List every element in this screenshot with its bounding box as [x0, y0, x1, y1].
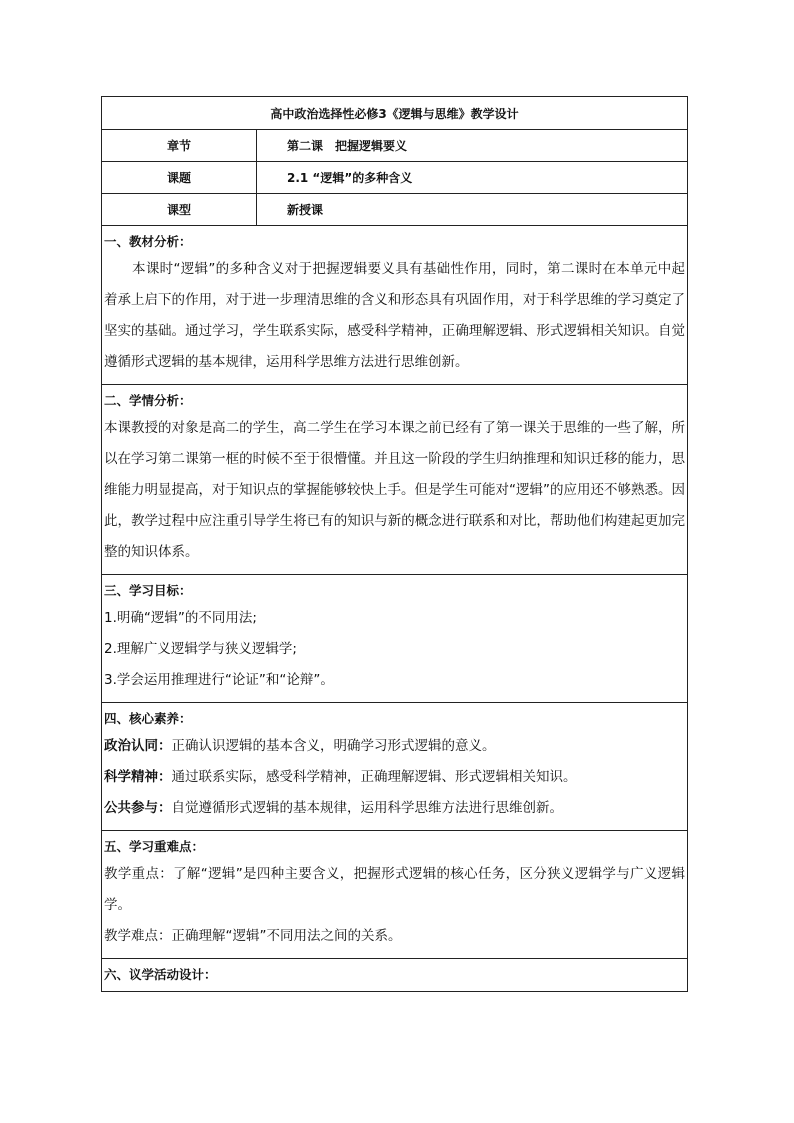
document-title: 高中政治选择性必修3《逻辑与思维》教学设计: [102, 97, 688, 130]
section-textbook-analysis: [102, 226, 688, 385]
key-point-text: 教学重点：了解“逻辑”是四种主要含义，把握形式逻辑的核心任务，区分狭义逻辑学与广义逻辑学。: [104, 866, 686, 913]
goal-item: 1.明确“逻辑”的不同用法;: [104, 610, 257, 626]
section-student-analysis: [102, 385, 688, 575]
info-row-topic: [102, 162, 688, 194]
info-row-chapter: [102, 130, 688, 162]
chapter-label: 章节: [102, 130, 257, 162]
lesson-type-label: 课型: [102, 194, 257, 226]
lesson-type-value: 新授课: [257, 194, 688, 226]
literacy-item: [104, 762, 685, 793]
section-heading: 四、核心素养：: [104, 711, 192, 726]
goal-item: 2.理解广义逻辑学与狭义逻辑学;: [104, 641, 297, 657]
section-heading: 二、学情分析：: [104, 393, 192, 408]
literacy-label: 政治认同：: [104, 738, 172, 754]
section-heading: 五、学习重难点：: [104, 839, 205, 854]
section-paragraph: 本课时“逻辑”的多种含义对于把握逻辑要义具有基础性作用，同时，第二课时在本单元中起着承上启下的作用，对于进一步理清思维的含义和形态具有巩固作用，对于科学思维的学习奠定了坚实的基础。通过学习，学生联系实际，感受科学精神，正确理解逻辑、形式逻辑相关知识。自觉遵循形式逻辑的基本规律，运用科学思维方法进行思维创新。: [104, 261, 686, 370]
section-heading: 一、教材分析：: [104, 234, 192, 249]
literacy-label: 公共参与：: [104, 800, 172, 816]
topic-label: 课题: [102, 162, 257, 194]
literacy-item: [104, 793, 685, 824]
info-row-lesson-type: [102, 194, 688, 226]
section-activity-design: [102, 959, 688, 992]
lesson-plan-table: [101, 96, 688, 992]
section-paragraph: 本课教授的对象是高二的学生，高二学生在学习本课之前已经有了第一课关于思维的一些了解，所以在学习第二课第一框的时候不至于很懵懂。并且这一阶段的学生归纳推理和知识迁移的能力，思维能力明显提高，对于知识点的掌握能够较快上手。但是学生可能对“逻辑”的应用还不够熟悉。因此，教学过程中应注重引导学生将已有的知识与新的概念进行联系和对比，帮助他们构建起更加完整的知识体系。: [104, 420, 686, 560]
section-learning-goals: [102, 575, 688, 703]
literacy-text: 正确认识逻辑的基本含义，明确学习形式逻辑的意义。: [171, 738, 496, 754]
difficult-point-text: 教学难点：正确理解“逻辑”不同用法之间的关系。: [104, 928, 402, 944]
literacy-label: 科学精神：: [104, 769, 172, 785]
topic-value: 2.1 “逻辑”的多种含义: [257, 162, 688, 194]
section-heading: 三、学习目标：: [104, 583, 192, 598]
section-heading: 六、议学活动设计：: [104, 967, 217, 982]
literacy-text: 自觉遵循形式逻辑的基本规律，运用科学思维方法进行思维创新。: [171, 800, 563, 816]
section-core-literacy: [102, 703, 688, 831]
goal-item: 3.学会运用推理进行“论证”和“论辩”。: [104, 672, 334, 688]
chapter-value: 第二课 把握逻辑要义: [257, 130, 688, 162]
literacy-item: [104, 731, 685, 762]
section-key-points: [102, 831, 688, 959]
literacy-text: 通过联系实际，感受科学精神，正确理解逻辑、形式逻辑相关知识。: [171, 769, 577, 785]
